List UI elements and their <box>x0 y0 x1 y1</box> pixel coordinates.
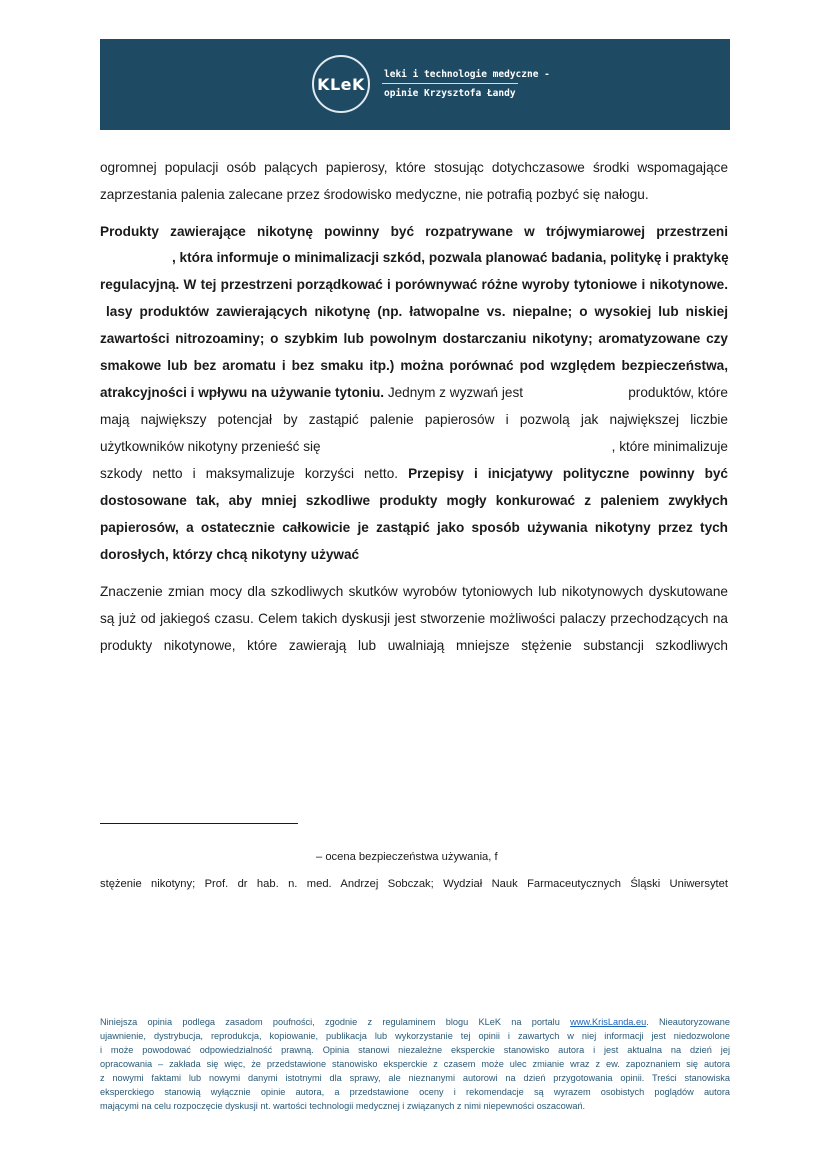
disclaimer-line: z nowymi faktami lub nowymi danymi istotnymi dla sprawy, ale nieznanymi autorowi na dzień przygotowania opinii. Treści stanowiska <box>100 1073 730 1083</box>
logo-divider <box>382 83 518 84</box>
disclaimer-text: . Nieautoryzowane <box>646 1017 731 1027</box>
body-line: regulacyjną. W tej przestrzeni porządkować i porównywać różne wyroby tytoniowe i nikotynowe. <box>100 277 728 292</box>
disclaimer-line: ujawnienie, dystrybucja, reprodukcja, kopiowanie, publikacja lub wykorzystanie tej opinii i zawartych w niej informacji jest niedozwolone <box>100 1031 730 1041</box>
portal-link[interactable] <box>570 1017 730 1027</box>
body-line: użytkowników nikotyny przenieść się <box>100 439 321 454</box>
disclaimer-line: i może powodować odpowiedzialność prawną. Opinia stanowi niezależne eksperckie stanowisko autora i jest aktualna na dzień jej <box>100 1045 730 1055</box>
disclaimer-line: eksperckiego stanowią wyłącznie opinie autora, a przedstawione oceny i rekomendacje są wyrazem osobistych poglądów autora <box>100 1087 730 1097</box>
body-line: produkty nikotynowe, które zawierają lub uwalniają mniejsze stężenie substancji szkodliwych <box>100 638 728 653</box>
disclaimer-line: opracowania – zakłada się więc, że przedstawione stanowisko eksperckie z czasem może ulec zmianie wraz z ew. zapoznaniem się autora <box>100 1059 730 1069</box>
body-line-tail: produktów, które <box>628 385 728 400</box>
body-line: mają największy potencjał by zastąpić palenie papierosów i pozwolą jak największej liczbie <box>100 412 728 427</box>
footnote-separator <box>100 823 298 824</box>
bold-phrase: atrakcyjności i wpływu na używanie tytoniu. <box>100 385 385 400</box>
portal-link-text[interactable]: www.KrisLanda.eu <box>570 1017 647 1027</box>
disclaimer-line <box>100 1015 730 1029</box>
logo-tagline-line2: opinie Krzysztofa Łandy <box>384 88 516 99</box>
body-line: Znaczenie zmian mocy dla szkodliwych skutków wyrobów tytoniowych lub nikotynowych dyskutowane <box>100 584 728 599</box>
disclaimer-line: mającymi na celu rozpoczęcie dyskusji nt. wartości technologii medycznej i związanych z nimi niepewności oszacowań. <box>100 1101 586 1111</box>
body-line: , która informuje o minimalizacji szkód, pozwala planować badania, politykę i praktykę <box>172 250 729 265</box>
klek-logo-icon: KLeK <box>312 55 370 113</box>
body-line: smakowe lub bez aromatu i bez smaku itp.) można porównać pod względem bezpieczeństwa, <box>100 358 728 373</box>
bold-phrase: Przepisy i inicjatywy polityczne powinny być <box>408 466 728 481</box>
body-line: zaprzestania palenia zalecane przez środowisko medyczne, nie potrafią pozbyć się nałogu. <box>100 187 649 202</box>
normal-phrase: szkody netto i maksymalizuje korzyści netto. <box>100 466 399 481</box>
logo-tagline-line1: leki i technologie medyczne - <box>384 69 550 80</box>
body-line: lasy produktów zawierających nikotynę (np. łatwopalne vs. niepalne; o wysokiej lub niskiej <box>106 304 728 319</box>
body-line: Produkty zawierające nikotynę powinny być rozpatrywane w trójwymiarowej przestrzeni <box>100 224 728 239</box>
body-line: ogromnej populacji osób palących papierosy, które stosując dotychczasowe środki wspomagające <box>100 160 728 175</box>
header-banner <box>100 39 730 130</box>
body-line <box>100 464 728 484</box>
body-line: dostosowane tak, aby mniej szkodliwe produkty mogły konkurować z paleniem zwykłych <box>100 493 728 508</box>
disclaimer-text: Niniejsza opinia podlega zasadom poufności, zgodnie z regulaminem blogu KLeK na portalu <box>100 1017 560 1027</box>
body-line: papierosów, a ostatecznie całkowicie je zastąpić jako sposób używania nikotyny przez tych <box>100 520 728 535</box>
body-line: dorosłych, którzy chcą nikotyny używać <box>100 547 360 562</box>
body-line-tail: , które minimalizuje <box>611 439 728 454</box>
footnote-line: stężenie nikotyny; Prof. dr hab. n. med. Andrzej Sobczak; Wydział Nauk Farmaceutycznych Śląski Uniwersytet <box>100 878 728 890</box>
body-line: są już od jakiegoś czasu. Celem takich dyskusji jest stworzenie możliwości palaczy przechodzących na <box>100 611 728 626</box>
body-line: zawartości nitrozoaminy; o szybkim lub powolnym dostarczaniu nikotyny; aromatyzowane czy <box>100 331 728 346</box>
normal-phrase: Jednym z wyzwań jest <box>387 385 524 400</box>
footnote-line: – ocena bezpieczeństwa używania, f <box>316 851 498 863</box>
